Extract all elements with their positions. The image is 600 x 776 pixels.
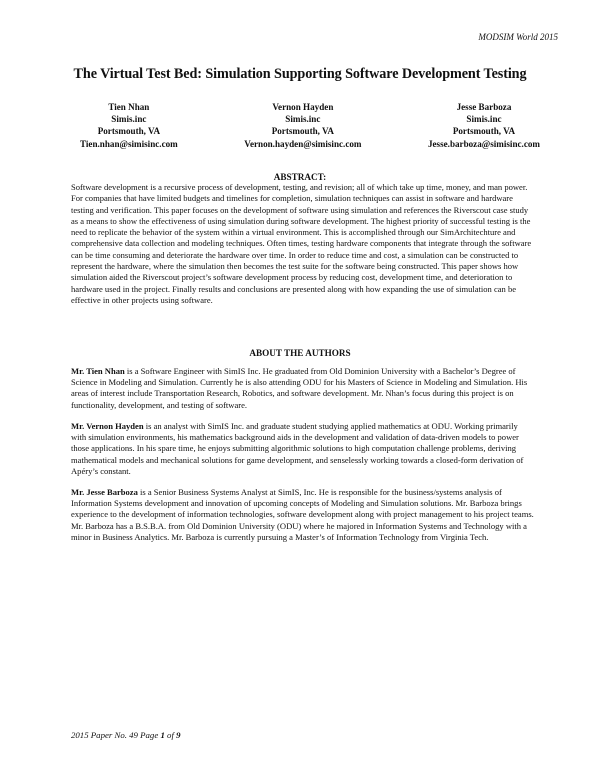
about-authors-heading: ABOUT THE AUTHORS (249, 348, 351, 358)
author-name: Jesse Barboza (456, 102, 512, 112)
author-name: Vernon Hayden (272, 102, 334, 112)
author-location: Portsmouth, VA (271, 126, 335, 137)
bio-name: Mr. Jesse Barboza (71, 487, 138, 497)
author-bio-3 (71, 487, 534, 543)
author-email: Tien.nhan@simisinc.com (80, 138, 178, 149)
author-bio-1 (71, 366, 534, 411)
bio-text: is an analyst with SimIS Inc. and graduate student studying applied mathematics at ODU. Working primarily with simulation environments, his mathematics background aids in the development and validation of data-driven models to power those applications. In his spare time, he enjoys submitting algorithmic solutions to high computation challenge problems, deriving mathematical models and mechanical solutions for game development, and senselessly working towards a closed-form derivation of Apéry’s constant. (71, 421, 524, 476)
paper-title: The Virtual Test Bed: Simulation Supporting Software Development Testing (73, 66, 527, 82)
abstract-heading: ABSTRACT: (273, 172, 327, 182)
footer-prefix: 2015 Paper No. 49 Page (71, 730, 161, 740)
author-org: Simis.inc (285, 114, 321, 125)
footer-total: 9 (176, 730, 181, 740)
footer-page: 1 (160, 730, 165, 740)
author-3 (428, 101, 540, 150)
page-footer (71, 730, 181, 740)
footer-of: of (164, 730, 177, 740)
author-location: Portsmouth, VA (97, 126, 161, 137)
author-1 (80, 101, 178, 150)
author-bio-2 (71, 421, 534, 477)
author-org: Simis.inc (111, 114, 147, 125)
bio-text: is a Software Engineer with SimIS Inc. He graduated from Old Dominion University with a Bachelor’s Degree of Science in Modeling and Simulation. Currently he is also attending ODU for his Masters of Science in Modeling and Simulation. His areas of interest include Transportation Research, Robotics, and software development. Mr. Nhan’s focus during this project is on functionality, development, and testing of software. (71, 366, 528, 410)
author-org: Simis.inc (466, 114, 502, 125)
author-location: Portsmouth, VA (452, 126, 516, 137)
bio-name: Mr. Vernon Hayden (71, 421, 144, 431)
author-email: Vernon.hayden@simisinc.com (244, 138, 362, 149)
author-2 (244, 101, 361, 150)
author-block (80, 101, 540, 150)
author-name: Tien Nhan (108, 102, 150, 112)
author-email: Jesse.barboza@simisinc.com (427, 138, 540, 149)
conference-header: MODSIM World 2015 (478, 32, 558, 42)
bio-name: Mr. Tien Nhan (71, 366, 125, 376)
bio-text: is a Senior Business Systems Analyst at SimIS, Inc. He is responsible for the business/systems analysis of Information Systems development and innovation of upcoming concepts of Modeling and Simulation solutions. Mr. Barboza brings experience to the development of information technologies, software development along with project management to his project teams. Mr. Barboza has a B.S.B.A. from Old Dominion University (ODU) where he majored in Information Systems and Technology with a minor in Business Analytics. Mr. Barboza is currently pursuing a Master’s of Information Technology from Virginia Tech. (71, 487, 534, 542)
abstract-text: Software development is a recursive process of development, testing, and revision; all of which take up time, money, and man power. For companies that have limited budgets and timelines for completion, simulation techniques can assist in software and hardware testing and verification. This paper focuses on the development of software using simulation and references the Riverscout case study as a means to show the effectiveness of using simulation during software development. The highest priority of successful testing is the need to replicate the behavior of the system within a virtual environment. This is accomplished through our SimArchitechture and comprehensive data collection and modeling techniques. Often times, testing hardware components that integrate through the software can be time consuming and deteriorate the hardware over time. In order to reduce time and cost, a simulation can be constructed to represent the hardware, where the simulation then becomes the test suite for the software being constructed. This paper shows how simulation aided the Riverscout project’s software development process by reducing cost, development time, and deterioration to hardware used in the project. Finally results and conclusions are presented along with how expanding the use of simulation can be effective in other projects using software. (71, 182, 532, 305)
